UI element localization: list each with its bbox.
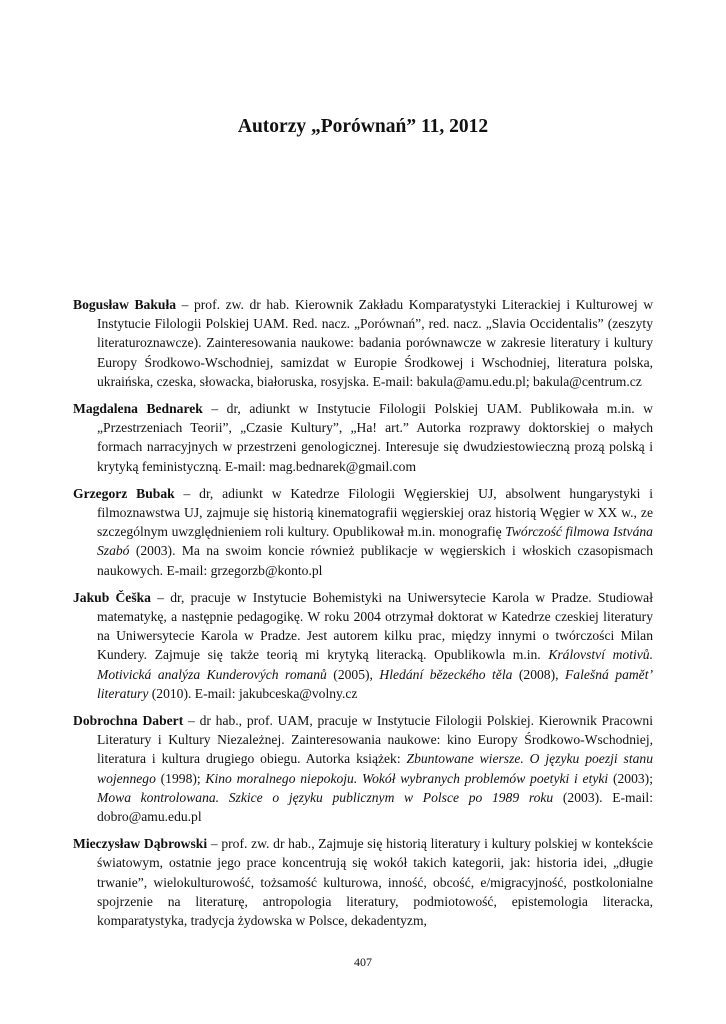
author-entry [73, 711, 653, 826]
author-entry [73, 484, 653, 580]
work-title: Falešná pamět’ literatury [97, 666, 654, 701]
entry-text: (2008), [512, 666, 565, 682]
entry-text: – dr, adiunkt w Katedrze Filologii Węgierskiej UJ, absolwent hungarystyki i filmoznawstwa UJ, zajmuje się historią kinematografii węgierskiej oraz historią Węgier w XX w., ze szczególnym uwzględnieniem roli kultury. Opublikował m.in. monografię [97, 485, 653, 540]
entry-text: – prof. zw. dr hab. Kierownik Zakładu Komparatystyki Literackiej i Kulturowej w Instytucie Filologii Polskiej UAM. Red. nacz. „Porównań”, red. nacz. „Slavia Occidentalis” (zeszyty literaturoznawcze). Zainteresowania naukowe: badania porównawcze w zakresie literatury i kultury Europy Środkowo-Wschodniej, samizdat w Europie Środkowej i Wschodniej, literatura polska, ukraińska, czeska, słowacka, białoruska, rosyjska. E-mail: bakula@amu.edu.pl; bakula@centrum.cz [97, 297, 654, 389]
work-title: Twórczość filmowa Istvána Szabó [97, 524, 653, 559]
work-title: Hledání bězeckého těla [379, 666, 513, 682]
page-title: Autorzy „Porównań” 11, 2012 [237, 116, 489, 137]
author-name: Mieczysław Dąbrowski [73, 836, 208, 852]
entry-text: (1998); [155, 770, 206, 786]
entry-text: – prof. zw. dr hab., Zajmuje się historią literatury i kultury polskiej w kontekście światowym, ostatnie jego prace koncentrują się wokół takich kategorii, jak: historia idei, „długie trwanie”, wielokulturowość, tożsamość kulturowa, inność, obcość, e/migracyjność, postkolonialne spojrzenie na literaturę, antropologia literatury, podmiotowość, epistemologia literacka, komparatystyka, tradycja żydowska w Polsce, dekadentyzm, [97, 836, 653, 929]
page-number: 407 [354, 955, 372, 969]
author-entry [73, 295, 653, 391]
author-name: Jakub Češka [73, 589, 151, 605]
entry-text: (2003). E-mail: dobro@amu.edu.pl [97, 789, 653, 825]
author-list [73, 295, 653, 938]
author-name: Magdalena Bednarek [73, 401, 203, 417]
entry-text: (2003). Ma na swoim koncie również publikacje w węgierskich i włoskich czasopismach naukowych. E-mail: grzegorzb@konto.pl [97, 543, 653, 578]
work-title: Zbuntowane wiersze. O języku poezji stanu wojennego [97, 751, 653, 786]
entry-text: (2010). E-mail: jakubceska@volny.cz [148, 685, 358, 701]
entry-text: – dr, adiunkt w Instytucie Filologii Polskiej UAM. Publikowała m.in. w „Przestrzeniach Teorii”, „Czasie Kultury”, „Ha! art.” Autorka rozprawy doktorskiej o małych formach narracyjnych w przestrzeni genologicznej. Interesuje się dwudziestowieczną prozą polską i krytyką feministyczną. E-mail: mag.bednarek@gmail.com [97, 401, 654, 474]
entry-text: (2005), [326, 666, 380, 682]
entry-text: (2003); [608, 770, 653, 786]
work-title: Kino moralnego niepokoju. Wokół wybranych problemów poetyki i etyki [205, 770, 609, 786]
entry-text: – dr, pracuje w Instytucie Bohemistyki na Uniwersytecie Karola w Pradze. Studiował matematykę, a następnie pedagogikę. W roku 2004 otrzymał doktorat w Katedrze czeskiej literatury na Uniwersytecie Karola w Pradze. Jest autorem kilku prac, między innymi o twórczości Milan Kundery. Zajmuje się także teorią mi krytyką literacką. Opublikowla m.in. [97, 589, 653, 663]
entry-text: – dr hab., prof. UAM, pracuje w Instytucie Filologii Polskiej. Kierownik Pracowni Literatury i Kultury Niezależnej. Zainteresowania naukowe: kino Europy Środkowo-Wschodniej, literatura i kultura drugiego obiegu. Autorka książek: [97, 713, 653, 767]
author-entry [73, 588, 653, 703]
author-name: Dobrochna Dabert [73, 713, 184, 729]
author-entry [73, 399, 653, 476]
author-name: Grzegorz Bubak [73, 485, 175, 501]
work-title: Království motivů. Motivická analýza Kunderových romanů [97, 647, 653, 682]
author-entry [73, 834, 653, 930]
author-name: Bogusław Bakuła [73, 297, 177, 312]
work-title: Mowa kontrolowana. Szkice o języku publicznym w Polsce po 1989 roku [97, 789, 554, 805]
